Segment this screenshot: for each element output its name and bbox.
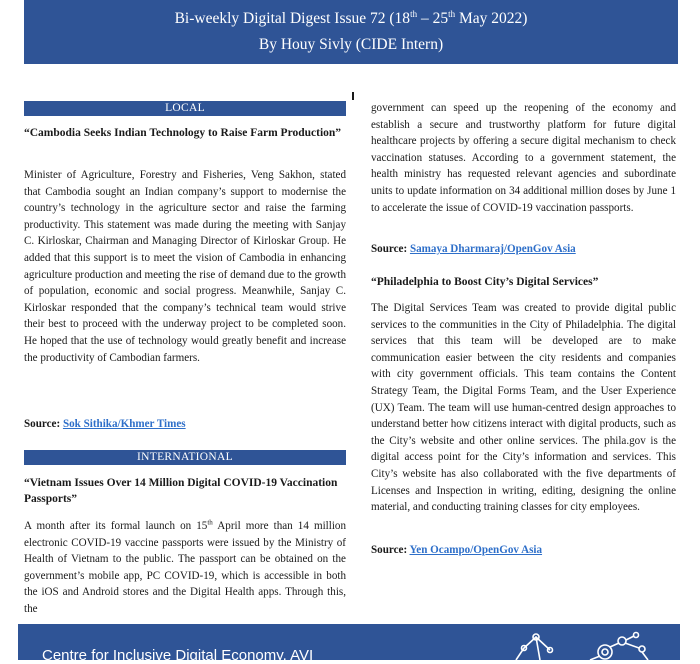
network-nodes-icon (510, 630, 660, 660)
section-bar-local: LOCAL (24, 101, 346, 116)
local-source-link[interactable]: Sok Sithika/Khmer Times (62, 418, 186, 430)
left-column (24, 0, 346, 660)
philadelphia-article-title: “Philadelphia to Boost City’s Digital Services” (371, 276, 599, 288)
digest-title: Bi-weekly Digital Digest Issue 72 (18th – 25th May 2022) (174, 9, 528, 28)
vietnam-article-body: A month after its formal launch on 15th April more than 14 million electronic COVID-19 vaccine passports were issued by the Ministry of Health of Vietnam to the public. The passport can be obtained on the government’s mobile app, PC COVID-19, which is accessible in both the iOS and Android stores and the Digital Health apps. Through this, the (24, 518, 346, 615)
org-name: Centre for Inclusive Digital Economy, AVI (42, 647, 314, 664)
local-article-body: Minister of Agriculture, Forestry and Fisheries, Veng Sakhon, stated that Cambodia sought an Indian company’s support to modernise the country’s technology in the agriculture sector and raise the farming productivity. This statement was made during the meeting with Sanjay C. Kirloskar, Chairman and Managing Director of Kirloskar Group. He added that this support is to meet the vision of Cambodia in enhancing agriculture production and meeting the rise of demand due to the growth of population, economic and social progress. Meanwhile, Sanjay C. Kirloskar responded that the company’s technical team would strive their best to proceed with the underway project to be completed soon. He hoped that the use of technology would greatly benefit and increase the productivity of Cambodian farmers. (24, 169, 346, 364)
vietnam-source: Source: Samaya Dharmaraj/OpenGov Asia (371, 243, 576, 255)
column-divider (352, 92, 354, 100)
vietnam-article-body-continued: government can speed up the reopening of the economy and establish a secure and trustworthy platform for future digital healthcare projects by offering a secure digital mechanism to check vaccination statuses. According to a government statement, the health ministry has requested relevant agencies and subordinate units to update information on 34 additional million doses by June 1 to accelerate the issue of COVID-19 vaccination passports. (371, 102, 676, 214)
philadelphia-source-link[interactable]: Yen Ocampo/OpenGov Asia (409, 544, 543, 556)
local-source: Source: Sok Sithika/Khmer Times (24, 418, 186, 430)
philadelphia-source: Source: Yen Ocampo/OpenGov Asia (371, 544, 543, 556)
digest-footer (18, 624, 680, 664)
local-article-title: “Cambodia Seeks Indian Technology to Raise Farm Production” (24, 127, 342, 139)
philadelphia-article-body: The Digital Services Team was created to provide digital public services to the communities in the City of Philadelphia. The digital services that this team will be developed are to make communication easier between the city residents and companies with city government officials. This team contains the Content Strategy Team, the Digital Forms Team, and the User Experience (UX) Team. The team will use human-centred design approaches to understand better how citizens interact with digital products, such as the City’s website and other online services. The phila.gov is the digital access point for the City’s information and services. This City’s website has also collaborated with the five departments of Licenses and Inspection in writing, editing, designing the online material, and conducting training classes for city employees. (371, 302, 676, 514)
section-bar-international: INTERNATIONAL (24, 450, 346, 465)
vietnam-article-title: “Vietnam Issues Over 14 Million Digital COVID-19 Vaccination Passports” (24, 477, 338, 505)
digest-byline: By Houy Sivly (CIDE Intern) (258, 36, 444, 53)
vietnam-source-link[interactable]: Samaya Dharmaraj/OpenGov Asia (409, 243, 576, 255)
right-column (371, 0, 676, 660)
